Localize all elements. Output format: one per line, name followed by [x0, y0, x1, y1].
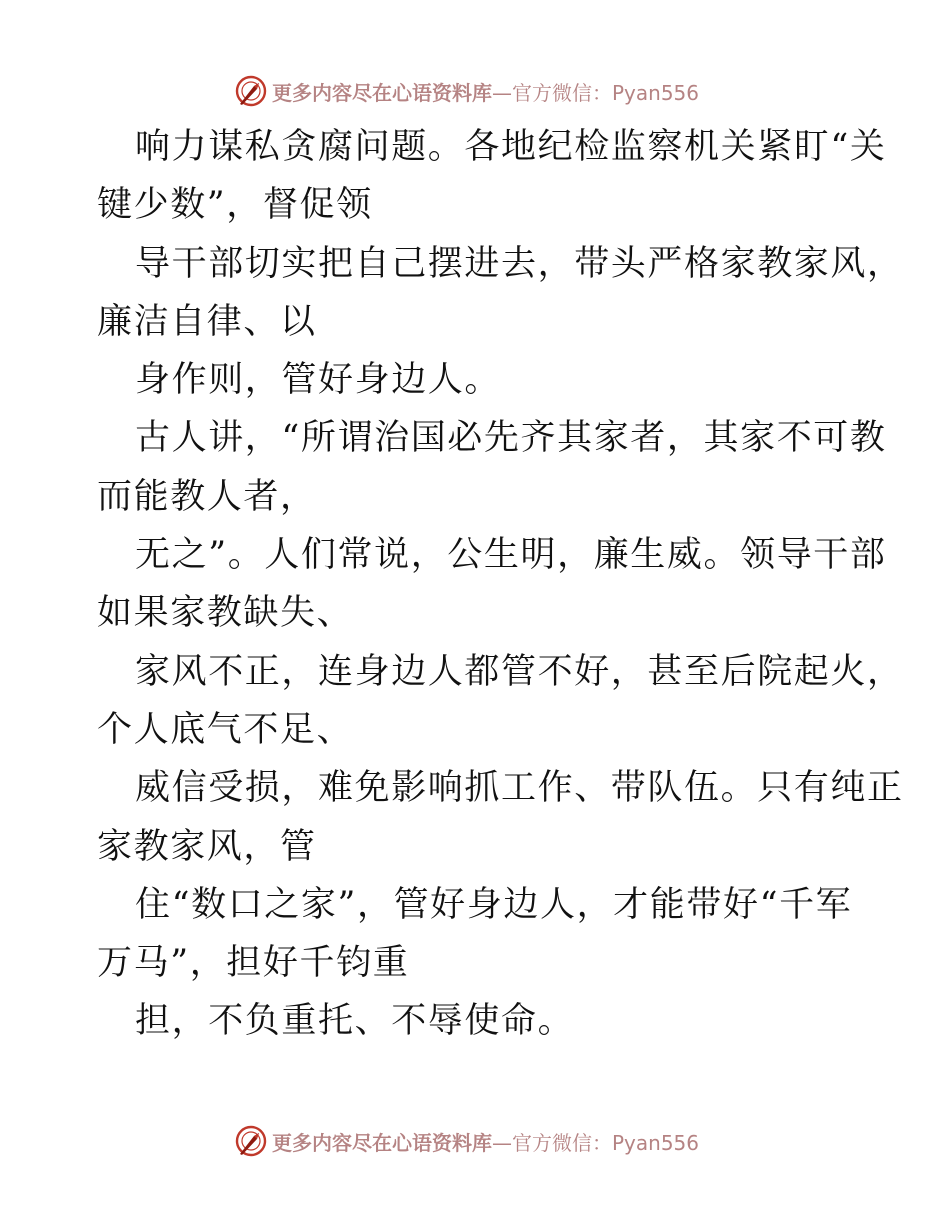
- text-line: 家风不正，连身边人都管不好，甚至后院起火，: [135, 651, 904, 692]
- pen-nib-logo-icon: [234, 74, 268, 108]
- text-line: 键少数”，督促领: [97, 185, 373, 226]
- text-line: 个人底气不足、: [97, 709, 354, 750]
- text-line: 无之”。人们常说，公生明，廉生威。领导干部: [135, 535, 887, 576]
- header-watermark: [234, 74, 699, 108]
- watermark-contact: —官方微信：Pyan556: [492, 1130, 700, 1155]
- text-line: 导干部切实把自己摆进去，带头严格家教家风，: [135, 243, 904, 284]
- text-line: 而能教人者，: [97, 476, 317, 517]
- watermark-text: [272, 77, 699, 106]
- footer-watermark: [234, 1124, 699, 1158]
- watermark-contact: —官方微信：Pyan556: [492, 80, 700, 105]
- text-line: 如果家教缺失、: [97, 593, 354, 634]
- pen-nib-logo-icon: [234, 1124, 268, 1158]
- text-line: 威信受损，难免影响抓工作、带队伍。只有纯正: [135, 768, 904, 809]
- text-line: 万马”，担好千钧重: [97, 943, 410, 984]
- watermark-brand: 更多内容尽在心语资料库: [272, 1130, 492, 1155]
- text-line: 住“数口之家”，管好身边人，才能带好“千军: [135, 884, 853, 925]
- watermark-brand: 更多内容尽在心语资料库: [272, 80, 492, 105]
- watermark-text: [272, 1127, 699, 1156]
- text-line: 担，不负重托、不辱使命。: [135, 1001, 575, 1042]
- document-body: [97, 118, 904, 1051]
- text-line: 古人讲，“所谓治国必先齐其家者，其家不可教: [135, 418, 887, 459]
- text-line: 身作则，管好身边人。: [135, 360, 502, 401]
- text-line: 廉洁自律、以: [97, 301, 317, 342]
- text-line: 家教家风，管: [97, 826, 317, 867]
- text-line: 响力谋私贪腐问题。各地纪检监察机关紧盯“关: [135, 127, 887, 167]
